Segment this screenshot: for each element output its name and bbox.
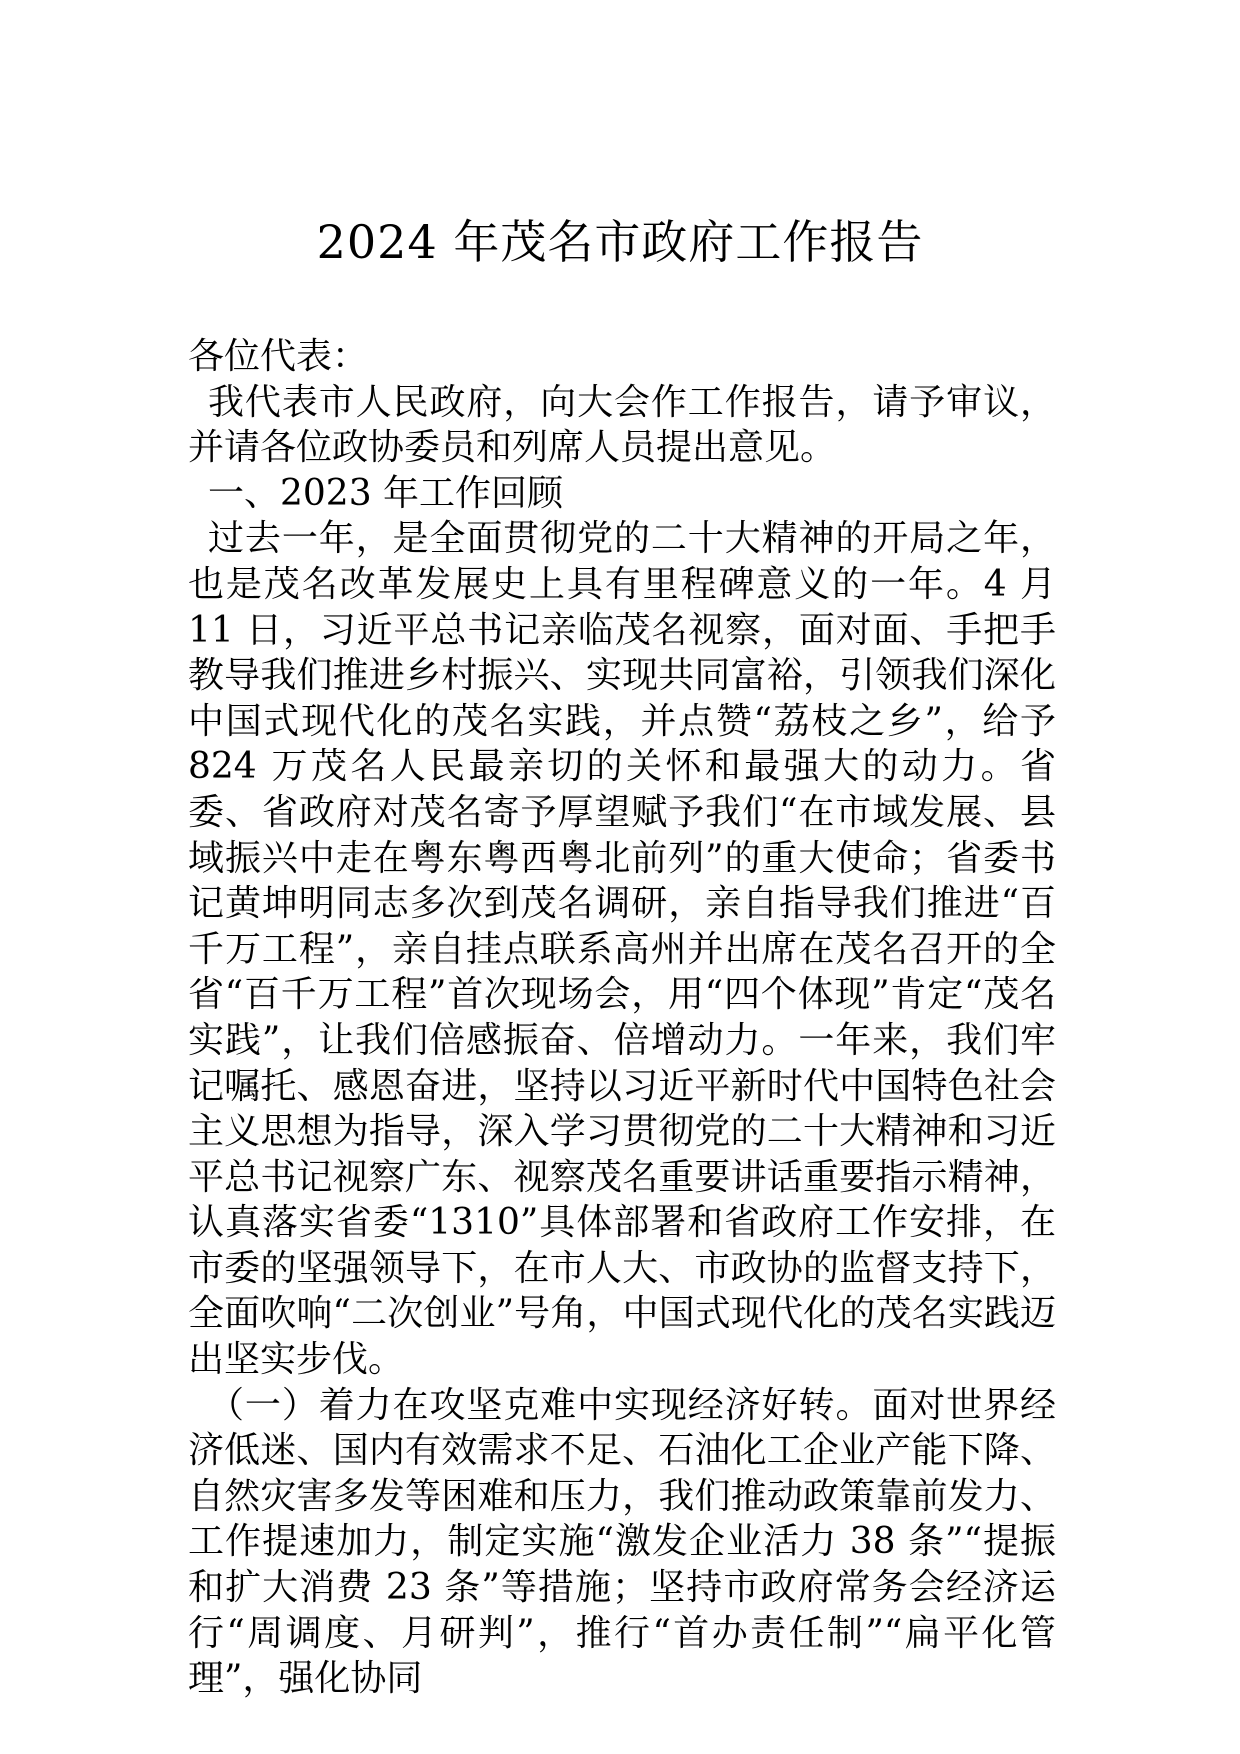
document-title: 2024 年茂名市政府工作报告 (316, 215, 924, 269)
section-heading: 一、2023 年工作回顾 (208, 472, 564, 514)
paragraph-economy: （一）着力在攻坚克难中实现经济好转。面对世界经济低迷、国内有效需求不足、石油化工企业产能下降、自然灾害多发等困难和压力，我们推动政策靠前发力、工作提速加力，制定实施“激发企业活力 38 条”“提振和扩大消费 23 条”等措施；坚持市政府常务会经济运行“周调度、月研判”，推行“首办责任制”“扁平化管理”，强化协同 (188, 1384, 1056, 1700)
paragraph-intro: 我代表市人民政府，向大会作工作报告，请予审议，并请各位政协委员和列席人员提出意见。 (188, 381, 1056, 469)
document-body (188, 334, 1056, 1702)
paragraph-review: 过去一年，是全面贯彻党的二十大精神的开局之年，也是茂名改革发展史上具有里程碑意义的一年。4 月 11 日，习近平总书记亲临茂名视察，面对面、手把手教导我们推进乡村振兴、实现共同富裕，引领我们深化中国式现代化的茂名实践，并点赞“荔枝之乡”，给予 824 万茂名人民最亲切的关怀和最强大的动力。省委、省政府对茂名寄予厚望赋予我们“在市域发展、县域振兴中走在粤东粤西粤北前列”的重大使命；省委书记黄坤明同志多次到茂名调研，亲自指导我们推进“百千万工程”，亲自挂点联系高州并出席在茂名召开的全省“百千万工程”首次现场会，用“四个体现”肯定“茂名实践”，让我们倍感振奋、倍增动力。一年来，我们牢记嘱托、感恩奋进，坚持以习近平新时代中国特色社会主义思想为指导，深入学习贯彻党的二十大精神和习近平总书记视察广东、视察茂名重要讲话重要指示精神，认真落实省委“1310”具体部署和省政府工作安排，在市委的坚强领导下，在市人大、市政协的监督支持下，全面吹响“二次创业”号角，中国式现代化的茂名实践迈出坚实步伐。 (188, 518, 1056, 1381)
salutation: 各位代表： (188, 336, 369, 377)
